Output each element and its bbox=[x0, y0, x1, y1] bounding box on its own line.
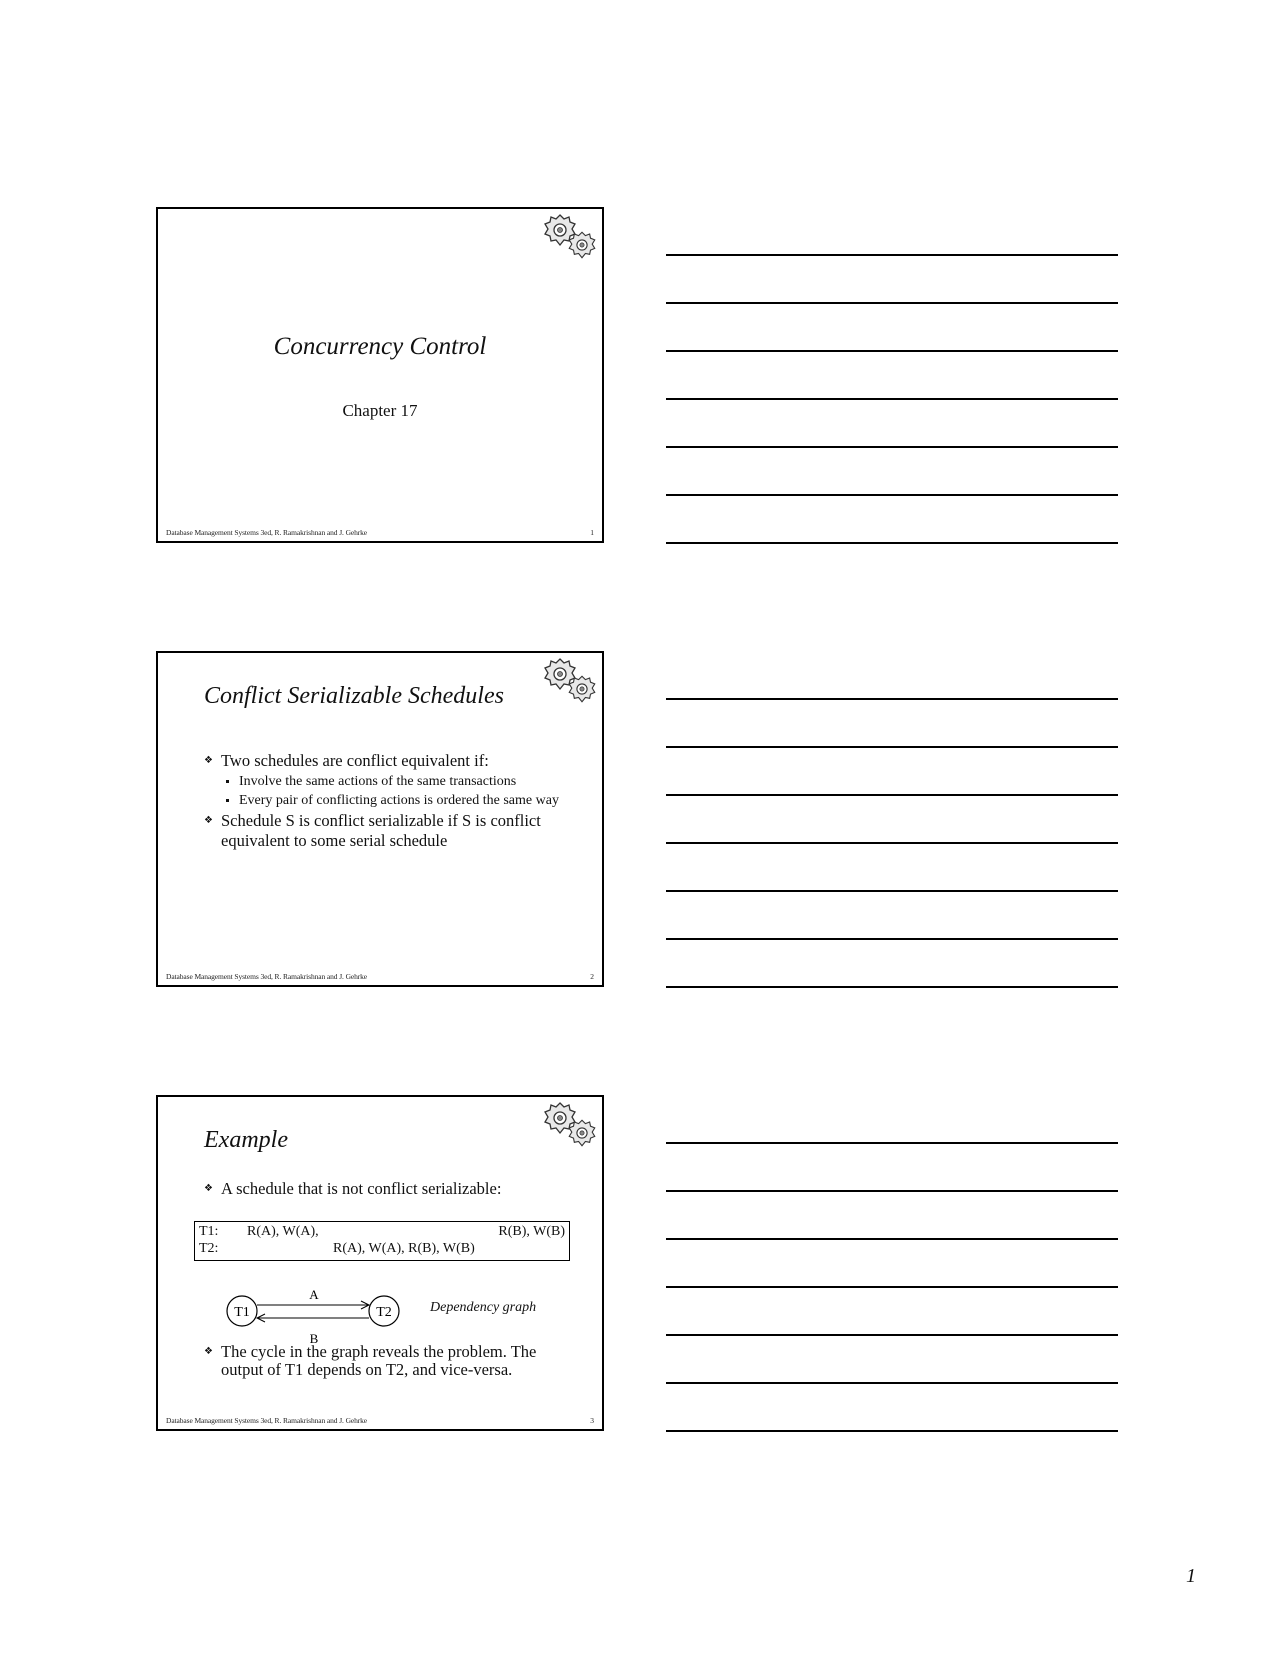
graph-caption: Dependency graph bbox=[430, 1300, 537, 1315]
note-line bbox=[666, 1334, 1118, 1336]
slide-3 bbox=[156, 1095, 604, 1431]
node-t2-label: T2 bbox=[376, 1305, 392, 1320]
slide-2 bbox=[156, 651, 604, 987]
slide-number: 1 bbox=[590, 528, 594, 537]
edge-a-label: A bbox=[309, 1287, 319, 1302]
sub-bullet-item: Involve the same actions of the same transactions bbox=[204, 773, 576, 790]
note-line bbox=[666, 1190, 1118, 1192]
note-line bbox=[666, 494, 1118, 496]
note-line bbox=[666, 794, 1118, 796]
gears-icon bbox=[534, 653, 606, 713]
bullet-item: ❖ Two schedules are conflict equivalent if: bbox=[204, 751, 576, 771]
note-line bbox=[666, 350, 1118, 352]
bullet-list bbox=[204, 751, 576, 853]
note-line bbox=[666, 1430, 1118, 1432]
schedule-table bbox=[194, 1221, 570, 1261]
note-line bbox=[666, 698, 1118, 700]
t1-first-ops: R(A), W(A), bbox=[247, 1224, 319, 1239]
gears-icon bbox=[534, 209, 606, 269]
note-line bbox=[666, 254, 1118, 256]
bullet-item: ❖ Schedule S is conflict serializable if S is conflict equivalent to some serial schedule bbox=[204, 811, 576, 851]
note-line bbox=[666, 986, 1118, 988]
note-line bbox=[666, 1382, 1118, 1384]
note-line bbox=[666, 842, 1118, 844]
note-line bbox=[666, 746, 1118, 748]
slide-subtitle: Chapter 17 bbox=[342, 401, 418, 420]
sub-bullet-item: Every pair of conflicting actions is ordered the same way bbox=[204, 792, 576, 809]
t1-label: T1: bbox=[199, 1224, 219, 1239]
edge-b-label: B bbox=[309, 1331, 319, 1346]
note-line bbox=[666, 302, 1118, 304]
slide-footer: Database Management Systems 3ed, R. Ramakrishnan and J. Gehrke bbox=[166, 1416, 368, 1425]
gears-icon bbox=[534, 1097, 606, 1157]
note-line bbox=[666, 398, 1118, 400]
slide-1 bbox=[156, 207, 604, 543]
t2-ops: R(A), W(A), R(B), W(B) bbox=[333, 1241, 475, 1256]
t2-label: T2: bbox=[199, 1241, 219, 1256]
slide-number: 2 bbox=[590, 972, 594, 981]
note-line bbox=[666, 1238, 1118, 1240]
bullet-item: ❖ A schedule that is not conflict serializable: bbox=[204, 1179, 576, 1199]
page-number: 1 bbox=[1186, 1565, 1196, 1587]
t1-last-ops: R(B), W(B) bbox=[498, 1224, 565, 1239]
note-line bbox=[666, 1286, 1118, 1288]
dependency-graph bbox=[218, 1285, 548, 1347]
slide-title: Example bbox=[204, 1127, 288, 1153]
bullet-list bbox=[204, 1343, 576, 1381]
note-line bbox=[666, 890, 1118, 892]
slide-number: 3 bbox=[590, 1416, 594, 1425]
note-line bbox=[666, 446, 1118, 448]
note-line bbox=[666, 938, 1118, 940]
bullet-item: ❖ The cycle in the graph reveals the problem. The output of T1 depends on T2, and vice-versa. bbox=[204, 1343, 576, 1379]
slide-title: Concurrency Control bbox=[273, 333, 487, 360]
note-line bbox=[666, 542, 1118, 544]
note-line bbox=[666, 1142, 1118, 1144]
slide-title: Conflict Serializable Schedules bbox=[204, 683, 504, 709]
slide-footer: Database Management Systems 3ed, R. Ramakrishnan and J. Gehrke bbox=[166, 972, 368, 981]
node-t1-label: T1 bbox=[234, 1305, 250, 1320]
bullet-list bbox=[204, 1179, 576, 1201]
slide-footer: Database Management Systems 3ed, R. Ramakrishnan and J. Gehrke bbox=[166, 528, 368, 537]
